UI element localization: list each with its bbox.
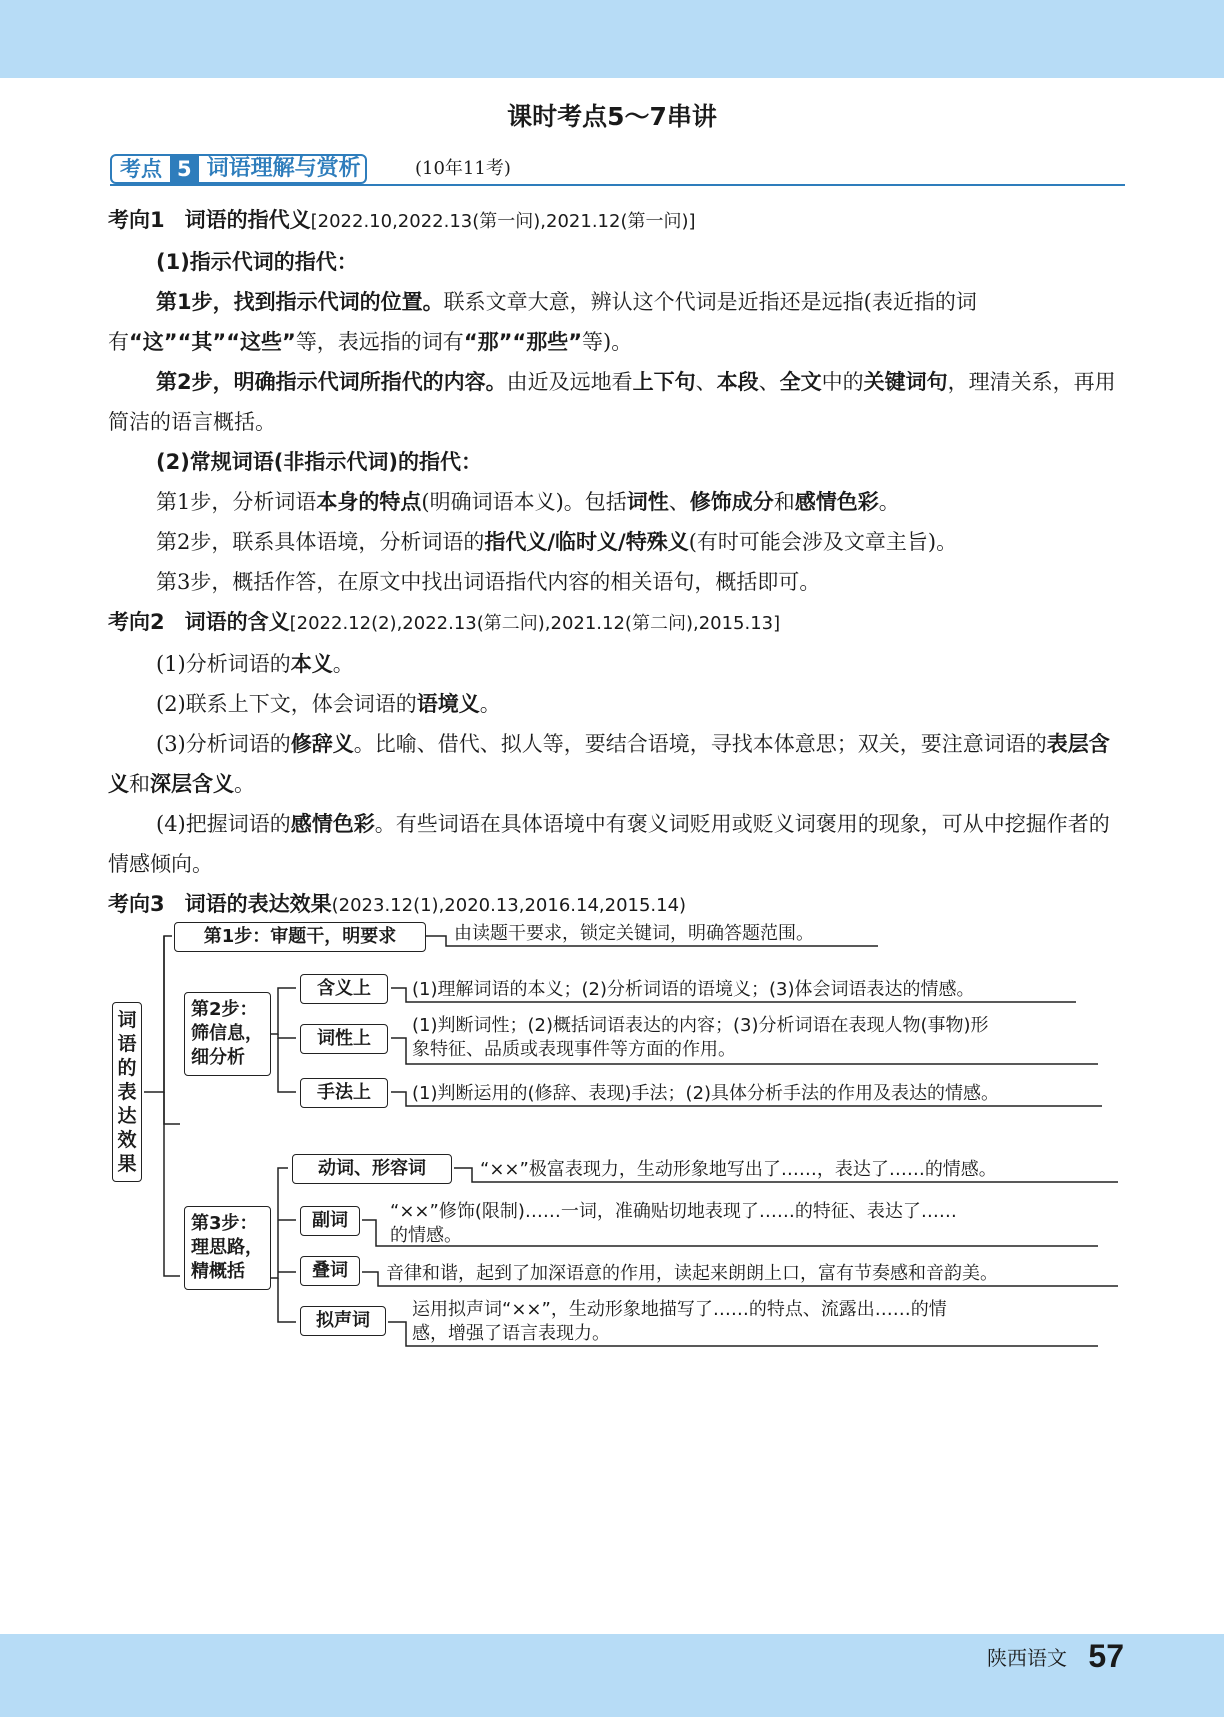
root-char: 词 bbox=[117, 1009, 137, 1031]
step3-label-line: 理思路， bbox=[191, 1237, 263, 1258]
step3-item-verb-adj: 动词、形容词 bbox=[292, 1154, 452, 1184]
kx3-source: (2023.12(1),2020.13,2016.14,2015.14) bbox=[331, 895, 687, 916]
plain-text: 第3步，概括作答，在原文中找出词语指代内容的相关语句，概括即可。 bbox=[156, 570, 821, 594]
emphasis-text: “那”“那些” bbox=[463, 330, 583, 354]
root-char: 表 bbox=[117, 1081, 137, 1103]
plain-text: (4)把握词语的 bbox=[156, 812, 291, 836]
kx2-label: 考向2 bbox=[108, 610, 165, 634]
kx3-title: 词语的表达效果 bbox=[184, 892, 332, 916]
step2-item-wordclass-leaf1: (1)判断词性；(2)概括词语表达的内容；(3)分析词语在表现人物(事物)形 bbox=[412, 1015, 989, 1036]
kx2-title: 词语的含义 bbox=[184, 610, 290, 634]
plain-text: 。比喻、借代、拟人等，要结合语境，寻找本体意思；双关，要注意词语的 bbox=[353, 732, 1047, 756]
step3-node bbox=[184, 1206, 271, 1290]
step3-item-reduplication-leaf: 音律和谐，起到了加深语意的作用，读起来朗朗上口，富有节奏感和音韵美。 bbox=[386, 1263, 998, 1284]
step3-item-verb-adj-leaf: “××”极富表现力，生动形象地写出了……，表达了……的情感。 bbox=[480, 1159, 997, 1180]
plain-text: (2)联系上下文，体会词语的 bbox=[156, 692, 417, 716]
kaodian-pill bbox=[110, 154, 367, 184]
step3-item-onomatopoeia: 拟声词 bbox=[300, 1306, 386, 1336]
plain-text: 等，表远指的词有 bbox=[295, 330, 464, 354]
step3-label-line: 精概括 bbox=[191, 1261, 245, 1282]
step2-node bbox=[184, 992, 271, 1076]
kx1-para3 bbox=[108, 482, 1124, 522]
step3-label-line: 第3步： bbox=[191, 1213, 258, 1234]
plain-text: 。 bbox=[234, 772, 255, 796]
kx1-label: 考向1 bbox=[108, 208, 165, 232]
kx1-para5 bbox=[108, 562, 1124, 602]
plain-text: 和 bbox=[773, 490, 795, 514]
kaodian-number: 5 bbox=[170, 155, 199, 183]
emphasis-text: 表层含义 bbox=[108, 732, 1110, 796]
emphasis-text: 感情色彩 bbox=[794, 490, 879, 514]
kx1-para4 bbox=[108, 522, 1124, 562]
step2-label-line: 细分析 bbox=[191, 1047, 245, 1068]
emphasis-text: 本义 bbox=[290, 652, 333, 676]
top-band bbox=[0, 0, 1224, 78]
footer-label: 陕西语文 bbox=[987, 1646, 1067, 1670]
emphasis-text: 本身的特点 bbox=[316, 490, 422, 514]
step1-node: 第1步：审题干，明要求 bbox=[174, 922, 426, 952]
emphasis-text: 第2步，明确指示代词所指代的内容。 bbox=[156, 370, 507, 394]
step3-item-adverb: 副词 bbox=[300, 1206, 360, 1236]
step3-item-onomatopoeia-leaf2: 感，增强了语言表现力。 bbox=[412, 1323, 610, 1344]
step2-item-wordclass-leaf2: 象特征、品质或表现事件等方面的作用。 bbox=[412, 1039, 736, 1060]
kx1-sub1: (1)指示代词的指代： bbox=[156, 250, 358, 274]
plain-text: 和 bbox=[129, 772, 150, 796]
emphasis-text: 上下句 bbox=[632, 370, 696, 394]
kaodian-underline bbox=[110, 184, 1125, 186]
plain-text: 。 bbox=[479, 692, 501, 716]
plain-text: 。 bbox=[878, 490, 900, 514]
step2-item-technique: 手法上 bbox=[300, 1078, 388, 1108]
kx2-para2 bbox=[108, 684, 1124, 724]
emphasis-text: 全文 bbox=[779, 370, 822, 394]
plain-text: 、 bbox=[758, 370, 780, 394]
emphasis-text: 关键词句 bbox=[863, 370, 948, 394]
page-number: 57 bbox=[1088, 1638, 1124, 1674]
root-char: 效 bbox=[117, 1129, 137, 1151]
plain-text: 中的 bbox=[821, 370, 864, 394]
root-char: 的 bbox=[117, 1057, 137, 1079]
emphasis-text: 第1步，找到指示代词的位置。 bbox=[156, 290, 444, 314]
plain-text: 。 bbox=[332, 652, 354, 676]
step2-label-line: 第2步： bbox=[191, 999, 258, 1020]
kx2-heading bbox=[108, 602, 1124, 644]
emphasis-text: 本段 bbox=[716, 370, 759, 394]
plain-text: (有时可能会涉及文章主旨)。 bbox=[688, 530, 958, 554]
kx1-sub2: (2)常规词语(非指示代词)的指代： bbox=[156, 450, 483, 474]
emphasis-text: 指代义/临时义/特殊义 bbox=[484, 530, 689, 554]
step2-item-meaning-leaf: (1)理解词语的本义；(2)分析词语的语境义；(3)体会词语表达的情感。 bbox=[412, 979, 975, 1000]
emphasis-text: 深层含义 bbox=[150, 772, 234, 796]
expression-effect-diagram bbox=[108, 916, 1128, 1356]
emphasis-text: 词性 bbox=[626, 490, 669, 514]
step3-item-adverb-leaf2: 的情感。 bbox=[390, 1225, 462, 1246]
kaodian-tag: 考点 bbox=[120, 157, 162, 181]
kx1-heading bbox=[108, 200, 1124, 242]
plain-text: (3)分析词语的 bbox=[156, 732, 291, 756]
body-text bbox=[108, 200, 1124, 926]
kx1-para1 bbox=[108, 282, 1124, 362]
step2-item-meaning: 含义上 bbox=[300, 974, 388, 1004]
step1-leaf: 由读题干要求，锁定关键词，明确答题范围。 bbox=[454, 923, 814, 944]
kx2-para4 bbox=[108, 804, 1124, 884]
kx2-para3 bbox=[108, 724, 1124, 804]
plain-text: 。有些词语在具体语境中有褒义词贬用或贬义词褒用的现象，可从中挖掘作者的情感倾向。 bbox=[108, 812, 1110, 876]
kx2-source: [2022.12(2),2022.13(第二问),2021.12(第二问),2015.13] bbox=[289, 613, 781, 634]
emphasis-text: 修饰成分 bbox=[689, 490, 774, 514]
kaodian-count: (10年11考) bbox=[415, 158, 511, 179]
kx1-source: [2022.10,2022.13(第一问),2021.12(第一问)] bbox=[310, 211, 696, 232]
step3-item-reduplication: 叠词 bbox=[300, 1256, 360, 1286]
page-title: 课时考点5～7串讲 bbox=[507, 102, 717, 131]
emphasis-text: 修辞义 bbox=[290, 732, 354, 756]
emphasis-text: “这”“其”“这些” bbox=[129, 330, 296, 354]
step3-item-onomatopoeia-leaf1: 运用拟声词“××”，生动形象地描写了……的特点、流露出……的情 bbox=[412, 1299, 947, 1320]
kx1-para2 bbox=[108, 362, 1124, 442]
plain-text: 第1步，分析词语 bbox=[156, 490, 317, 514]
plain-text: (1)分析词语的 bbox=[156, 652, 291, 676]
plain-text: 第2步，联系具体语境，分析词语的 bbox=[156, 530, 485, 554]
emphasis-text: 感情色彩 bbox=[290, 812, 375, 836]
plain-text: 、 bbox=[668, 490, 690, 514]
kaodian-title: 词语理解与赏析 bbox=[206, 156, 361, 181]
kx2-para1 bbox=[108, 644, 1124, 684]
plain-text: (明确词语本义)。包括 bbox=[421, 490, 627, 514]
plain-text: 联系文章大意，辨认这个代词是近指还是远指(表近指的词有 bbox=[108, 290, 977, 354]
root-char: 语 bbox=[117, 1033, 137, 1055]
kaodian-header bbox=[110, 154, 1125, 186]
kx3-label: 考向3 bbox=[108, 892, 165, 916]
step3-item-adverb-leaf1: “××”修饰(限制)……一词，准确贴切地表现了……的特征、表达了…… bbox=[390, 1201, 957, 1222]
kx1-title: 词语的指代义 bbox=[184, 208, 311, 232]
plain-text: 、 bbox=[695, 370, 717, 394]
plain-text: ，理清关系，再用简洁的语言概括。 bbox=[108, 370, 1116, 434]
root-node bbox=[112, 1002, 142, 1182]
root-char: 达 bbox=[117, 1105, 137, 1127]
step2-item-technique-leaf: (1)判断运用的(修辞、表现)手法；(2)具体分析手法的作用及表达的情感。 bbox=[412, 1083, 1000, 1104]
plain-text: 由近及远地看 bbox=[506, 370, 633, 394]
emphasis-text: 语境义 bbox=[416, 692, 480, 716]
plain-text: 等)。 bbox=[582, 330, 633, 354]
step2-item-wordclass: 词性上 bbox=[300, 1024, 388, 1054]
root-char: 果 bbox=[117, 1153, 137, 1175]
step2-label-line: 筛信息， bbox=[191, 1023, 263, 1044]
